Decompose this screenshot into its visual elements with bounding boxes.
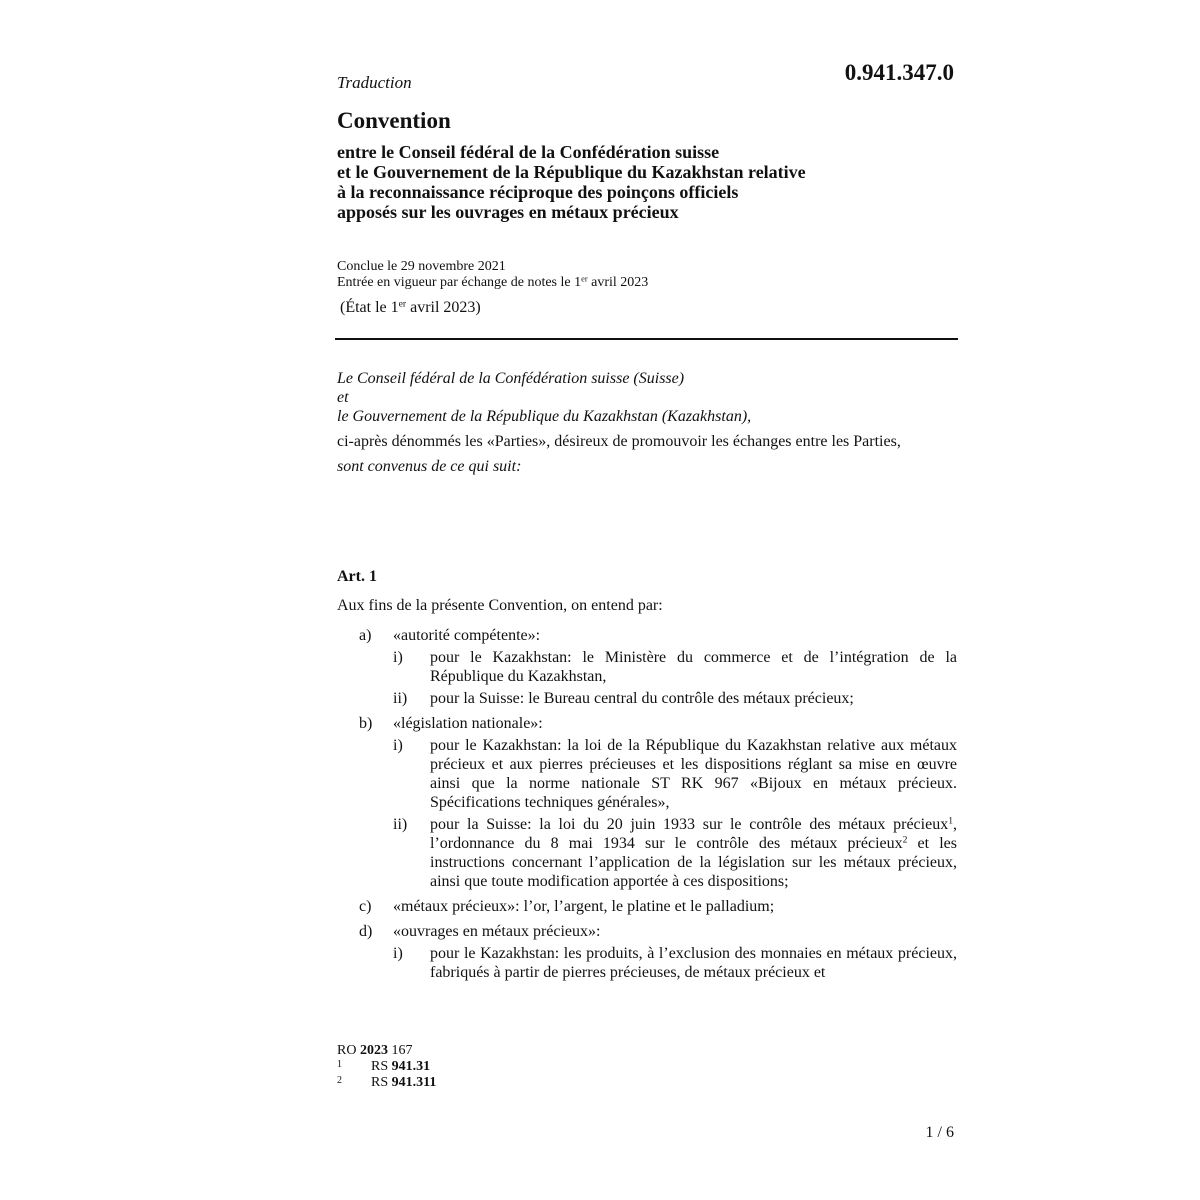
document-subtitle bbox=[337, 142, 957, 222]
footnotes bbox=[337, 1043, 436, 1091]
entry-into-force bbox=[337, 275, 648, 291]
translation-label: Traduction bbox=[337, 73, 412, 92]
sub-text: pour le Kazakhstan: la loi de la République du Kazakhstan relative aux métaux précieux et aux pierres précieuses et les dispositions réglant sa mise en œuvre ainsi que la norme nationale ST RK 967 «Bijoux en métaux précieux. Spécifications techniques générales», bbox=[430, 737, 957, 811]
sub-definition bbox=[393, 689, 957, 708]
sub-text: pour le Kazakhstan: les produits, à l’exclusion des monnaies en métaux précieux, fabriqués à partir de pierres précieuses, de métaux précieux et bbox=[430, 945, 957, 981]
definition-a bbox=[337, 626, 957, 708]
definition-letter: d) bbox=[359, 923, 373, 940]
sub-number: i) bbox=[393, 945, 403, 962]
definition-term: «autorité compétente»: bbox=[393, 627, 541, 644]
definition-term: «législation nationale»: bbox=[393, 715, 543, 732]
sub-definition bbox=[393, 648, 957, 686]
footnote-2 bbox=[337, 1075, 436, 1091]
sub-definition bbox=[393, 736, 957, 812]
sub-number: ii) bbox=[393, 816, 408, 833]
entry-superscript: er bbox=[581, 274, 588, 284]
footnote-reference[interactable]: 941.31 bbox=[391, 1059, 431, 1074]
sub-number: i) bbox=[393, 737, 403, 754]
footnote-reference[interactable]: 941.311 bbox=[391, 1075, 437, 1090]
preamble bbox=[337, 369, 955, 476]
preamble-agreement: sont convenus de ce qui suit: bbox=[337, 458, 522, 475]
preamble-purpose: ci-après dénommés les «Parties», désireux de promouvoir les échanges entre les Parties, bbox=[337, 433, 901, 450]
definition-c bbox=[337, 897, 957, 916]
sub-text: pour la Suisse: le Bureau central du contrôle des métaux précieux; bbox=[430, 690, 854, 707]
footnote-ref[interactable]: 1 bbox=[948, 815, 953, 827]
footnote-ref[interactable]: 2 bbox=[902, 834, 908, 846]
conjunction: et bbox=[337, 389, 349, 406]
convention-dates bbox=[337, 259, 648, 291]
state-text-end: avril 2023) bbox=[406, 299, 481, 316]
footnote-number: 1 bbox=[337, 1059, 342, 1070]
sub-definition bbox=[393, 815, 957, 891]
definition-b bbox=[337, 714, 957, 891]
ro-page: 167 bbox=[387, 1043, 413, 1058]
sub-text: pour la Suisse: la loi du 20 juin 1933 sur le contrôle des métaux précieux bbox=[430, 816, 949, 833]
subtitle-line: à la reconnaissance réciproque des poinçons officiels bbox=[337, 182, 739, 202]
sub-definition bbox=[393, 944, 957, 982]
document-number: 0.941.347.0 bbox=[844, 60, 954, 85]
definition-letter: c) bbox=[359, 898, 372, 915]
state-superscript: er bbox=[398, 298, 407, 310]
definition-d bbox=[337, 922, 957, 982]
footnote-prefix: RS bbox=[371, 1059, 392, 1074]
ro-prefix: RO bbox=[337, 1043, 360, 1058]
entry-text: Entrée en vigueur par échange de notes le 1 bbox=[337, 275, 582, 290]
footnote-number: 2 bbox=[337, 1075, 342, 1086]
official-compilation-ref bbox=[337, 1043, 436, 1059]
page-number: 1 / 6 bbox=[925, 1124, 954, 1141]
party-kazakhstan: le Gouvernement de la République du Kazakhstan (Kazakhstan), bbox=[337, 408, 752, 425]
sub-text: et les instructions concernant l’application de la législation sur les métaux précieux, ainsi que toute modification apportée à ces dispositions; bbox=[430, 835, 957, 890]
subtitle-line: et le Gouvernement de la République du Kazakhstan relative bbox=[337, 162, 806, 182]
article-intro: Aux fins de la présente Convention, on entend par: bbox=[337, 597, 663, 614]
footnote-1 bbox=[337, 1059, 436, 1075]
definition-letter: a) bbox=[359, 627, 372, 644]
sub-text: , l’ordonnance du 8 mai 1934 sur le contrôle des métaux précieux bbox=[430, 816, 957, 852]
footnote-prefix: RS bbox=[371, 1075, 392, 1090]
sub-number: i) bbox=[393, 649, 403, 666]
state-date bbox=[340, 299, 481, 317]
header-divider bbox=[335, 338, 958, 340]
article-heading: Art. 1 bbox=[337, 568, 377, 585]
party-switzerland: Le Conseil fédéral de la Confédération suisse (Suisse) bbox=[337, 370, 685, 387]
entry-text-end: avril 2023 bbox=[587, 275, 649, 290]
ro-year: 2023 bbox=[359, 1043, 388, 1058]
sub-text: pour le Kazakhstan: le Ministère du commerce et de l’intégration de la République du Kazakhstan, bbox=[430, 649, 957, 685]
definition-term: «métaux précieux»: l’or, l’argent, le platine et le palladium; bbox=[393, 898, 775, 915]
definition-letter: b) bbox=[359, 715, 373, 732]
subtitle-line: entre le Conseil fédéral de la Confédération suisse bbox=[337, 142, 720, 162]
definition-list bbox=[337, 626, 957, 988]
sub-number: ii) bbox=[393, 690, 408, 707]
state-text: (État le 1 bbox=[340, 299, 399, 316]
definition-term: «ouvrages en métaux précieux»: bbox=[393, 923, 601, 940]
document-title: Convention bbox=[337, 108, 451, 133]
concluded-date: Conclue le 29 novembre 2021 bbox=[337, 259, 506, 274]
subtitle-line: apposés sur les ouvrages en métaux précieux bbox=[337, 202, 679, 222]
